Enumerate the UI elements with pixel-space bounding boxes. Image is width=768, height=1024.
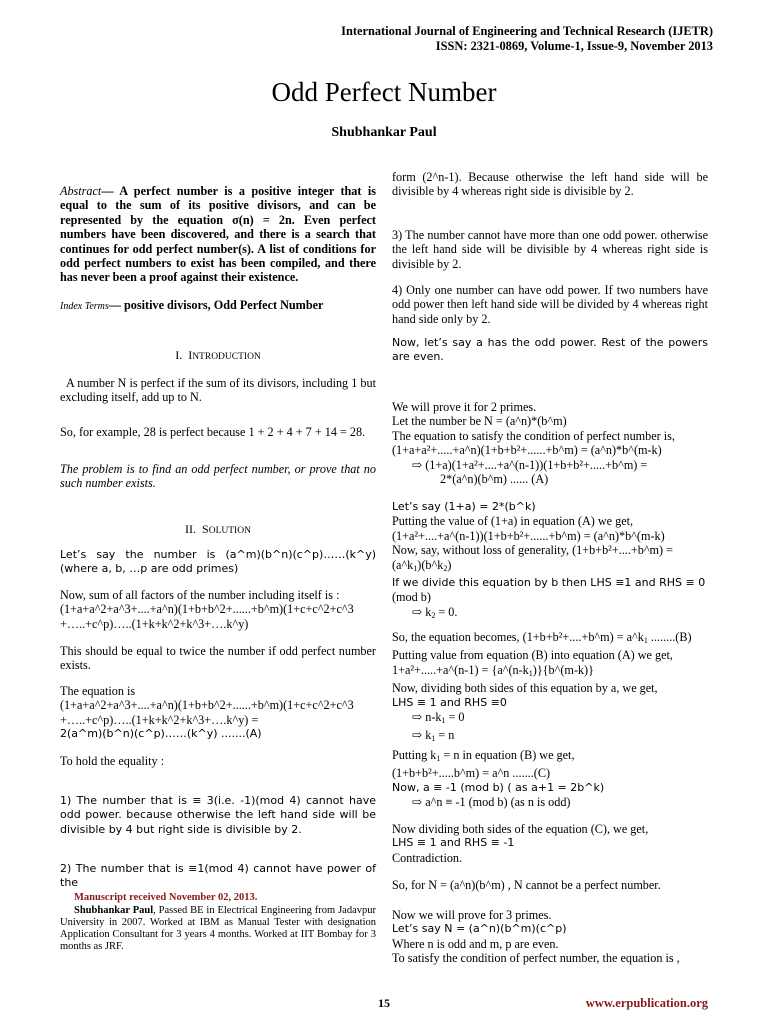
- section-heading-introduction: I. INTRODUCTION: [175, 348, 261, 362]
- page-number: 15: [378, 996, 390, 1010]
- two-primes-conclusion: So, for N = (a^n)(b^m) , N cannot be a perfect number.: [392, 878, 661, 892]
- equation-line-1: (1+a+a^2+a^3+....+a^n)(1+b+b^2+......+b^m)(1+c+c^2+c^3 +…..+c^p)…..(1+k+k^2+k^3+….k^y) =: [60, 698, 354, 727]
- index-terms-text: positive divisors, Odd Perfect Number: [120, 298, 324, 312]
- equation-b-block: So, the equation becomes, (1+b+b²+....+b^m) = $a\^{}k_1$ ........(B) Putting value from equation (B) into equation (A) we get, 1+a²+.....+a^(n-1) = $\{a\^{}(n-k_1)\}\{b\^{}(m-k)\}$ Now, dividing both sides of this equation by a, we get, LHS ≡ 1 and RHS ≡0 ⇨ $n-k_1 = 0$ ⇨ $k_1 = n$: [392, 630, 692, 744]
- journal-header: [341, 24, 713, 54]
- condition-1: 1) The number that is ≡ 3(i.e. -1)(mod 4) cannot have odd power. because otherwise the left hand side will be divisible by 4 but right side is divisible by 2.: [60, 794, 376, 836]
- solution-paragraph-2: Now, sum of all factors of the number including itself is : (1+a+a^2+a^3+....+a^n)(1+b+b^2+......+b^m)(1+c+c^2+c^3 +…..+c^p)…..(1+k+k^2+k^3+….k^y): [60, 588, 354, 631]
- index-terms-dash: —: [108, 298, 121, 312]
- solution-paragraph-3: This should be equal to twice the number if odd perfect number exists.: [60, 644, 376, 673]
- substitution-block: Let’s say (1+a) = 2*(b^k) Putting the value of (1+a) in equation (A) we get, (1+a²+....+a^(n-1))(1+b+b²+......+b^m) = (a^n)*b^(m-k) Now, say, without loss of generality, (1+b+b²+....+b^m) = $(a\^{}k_1)(b\^{}k_2)$ If we divide this equation by b then LHS ≡1 and RHS ≡ 0 (mod b) ⇨ $k_2 = 0$.: [392, 500, 706, 620]
- footnote-author-bio: , Passed BE in Electrical Engineering from Jadavpur University in 2007. Worked at IBM as Manual Tester with designation Application Consultant for 3 years 4 months. Worked at IIT Bombay for 3 months as JRF.: [60, 905, 376, 952]
- index-terms: [60, 298, 376, 314]
- equation-label: The equation is: [60, 684, 136, 698]
- author-footnote: [60, 905, 376, 953]
- abstract: [60, 184, 376, 285]
- implies-arrow-icon: ⇨: [412, 604, 423, 619]
- equation-line-2: 2(a^m)(b^n)(c^p)……(k^y) .......(A): [60, 727, 262, 741]
- solution-paragraph-5: To hold the equality :: [60, 754, 165, 768]
- condition-2-continued: form (2^n-1). Because otherwise the left hand side will be divisible by 4 whereas right side is divisible by 2.: [392, 170, 708, 199]
- implies-arrow-icon: ⇨: [412, 457, 423, 472]
- condition-2-start: 2) The number that is ≡1(mod 4) cannot have power of the: [60, 862, 376, 890]
- manuscript-received: Manuscript received November 02, 2013.: [74, 892, 258, 903]
- publisher-website-link[interactable]: www.erpublication.org: [585, 996, 708, 1010]
- solution-paragraph-1: Let’s say the number is (a^m)(b^n)(c^p)……(k^y) (where a, b, …p are odd primes): [60, 548, 376, 576]
- abstract-label: Abstract: [60, 184, 102, 198]
- intro-paragraph-1: A number N is perfect if the sum of its divisors, including 1 but excluding itself, add up to N.: [60, 376, 376, 405]
- equation-c-block: Putting $k_1 = n$ in equation (B) we get, (1+b+b²+.....b^m) = a^n .......(C) Now, a ≡ -1 (mod b) ( as a+1 = 2b^k) ⇨ a^n ≡ -1 (mod b) (as n is odd): [392, 748, 605, 810]
- index-terms-label: Index Terms: [60, 301, 109, 312]
- journal-name: International Journal of Engineering and Technical Research (IJETR): [341, 24, 713, 38]
- condition-3: 3) The number cannot have more than one odd power. otherwise the left hand side will be divisible by 4 whereas right side is divisible by 2.: [392, 228, 708, 271]
- abstract-text: A perfect number is a positive integer that is equal to the sum of its positive divisors, and can be represented by the equation σ(n) = 2n. Even perfect numbers have been discovered, and there is a search that continues for odd perfect number(s). A list of conditions for odd perfect numbers to exist has been compiled, and there has never been a proof against their existence.: [60, 184, 376, 285]
- paper-title: Odd Perfect Number: [271, 77, 497, 107]
- contradiction-block: Now dividing both sides of the equation (C), we get, LHS ≡ 1 and RHS ≡ -1 Contradiction.: [392, 822, 649, 865]
- intro-paragraph-3: The problem is to find an odd perfect number, or prove that no such number exists.: [60, 462, 376, 491]
- section-heading-solution: II. SOLUTION: [185, 522, 251, 536]
- abstract-dash: —: [101, 184, 114, 198]
- odd-power-statement: Now, let’s say a has the odd power. Rest of the powers are even.: [392, 336, 708, 364]
- implies-arrow-icon: ⇨: [412, 795, 423, 810]
- two-primes-block: We will prove it for 2 primes. Let the number be N = (a^n)*(b^m) The equation to satisfy the condition of perfect number is, (1+a+a²+.....+a^n)(1+b+b²+......+b^m) = (a^n)*b^(m-k) ⇨ (1+a)(1+a²+....+a^(n-1))(1+b+b²+.....+b^m) = 2*(a^n)(b^m) ...... (A): [392, 400, 675, 487]
- implies-arrow-icon: ⇨: [412, 710, 423, 725]
- intro-paragraph-2: So, for example, 28 is perfect because 1 + 2 + 4 + 7 + 14 = 28.: [60, 425, 366, 439]
- journal-issn: ISSN: 2321-0869, Volume-1, Issue-9, November 2013: [435, 39, 713, 53]
- condition-4: 4) Only one number can have odd power. If two numbers have odd power then left hand side will be divided by 4 whereas right hand side only by 2.: [392, 283, 708, 326]
- author-name: Shubhankar Paul: [331, 125, 437, 140]
- implies-arrow-icon: ⇨: [412, 728, 423, 743]
- equation-block-a: [60, 684, 376, 742]
- three-primes-block: Now we will prove for 3 primes. Let’s say N = (a^n)(b^m)(c^p) Where n is odd and m, p are even. To satisfy the condition of perfect number, the equation is ,: [392, 908, 680, 966]
- footnote-author-name: Shubhankar Paul: [74, 905, 154, 916]
